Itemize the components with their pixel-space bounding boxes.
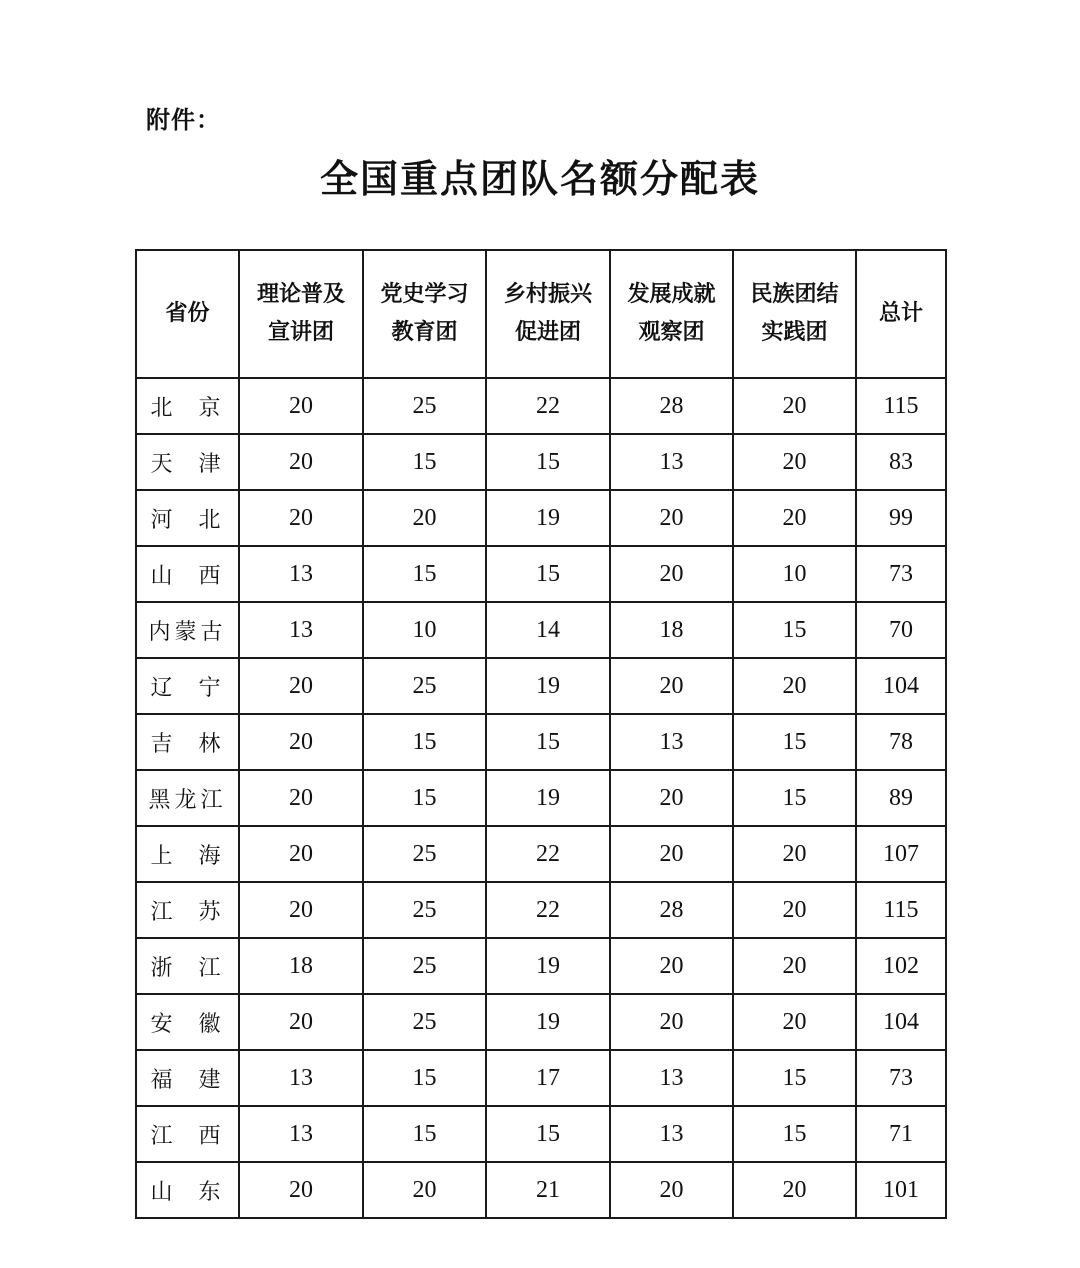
table-row bbox=[136, 378, 946, 434]
cell-party-history: 25 bbox=[363, 938, 486, 994]
cell-ethnic-unity: 20 bbox=[733, 994, 856, 1050]
table-row bbox=[136, 434, 946, 490]
cell-total: 115 bbox=[856, 378, 946, 434]
cell-total: 102 bbox=[856, 938, 946, 994]
header-ethnic-unity bbox=[733, 250, 856, 378]
header-line: 发展成就 bbox=[627, 282, 716, 307]
cell-rural-revitalization: 14 bbox=[486, 602, 610, 658]
cell-development-observation: 18 bbox=[610, 602, 733, 658]
cell-province: 河 北 bbox=[136, 490, 239, 546]
cell-province: 黑龙江 bbox=[136, 770, 239, 826]
cell-rural-revitalization: 19 bbox=[486, 658, 610, 714]
cell-theory-publicity: 13 bbox=[239, 546, 363, 602]
cell-party-history: 10 bbox=[363, 602, 486, 658]
cell-rural-revitalization: 15 bbox=[486, 714, 610, 770]
cell-party-history: 25 bbox=[363, 378, 486, 434]
cell-development-observation: 28 bbox=[610, 378, 733, 434]
cell-development-observation: 20 bbox=[610, 546, 733, 602]
cell-total: 104 bbox=[856, 994, 946, 1050]
cell-theory-publicity: 20 bbox=[239, 378, 363, 434]
cell-ethnic-unity: 20 bbox=[733, 658, 856, 714]
cell-rural-revitalization: 22 bbox=[486, 826, 610, 882]
header-line: 实践团 bbox=[761, 320, 828, 345]
cell-party-history: 25 bbox=[363, 882, 486, 938]
cell-theory-publicity: 20 bbox=[239, 490, 363, 546]
cell-ethnic-unity: 20 bbox=[733, 378, 856, 434]
cell-total: 101 bbox=[856, 1162, 946, 1218]
cell-party-history: 15 bbox=[363, 770, 486, 826]
table-row bbox=[136, 826, 946, 882]
header-party-history bbox=[363, 250, 486, 378]
cell-rural-revitalization: 19 bbox=[486, 770, 610, 826]
cell-total: 70 bbox=[856, 602, 946, 658]
cell-ethnic-unity: 20 bbox=[733, 1162, 856, 1218]
header-line: 促进团 bbox=[514, 320, 581, 345]
table-row bbox=[136, 714, 946, 770]
cell-ethnic-unity: 10 bbox=[733, 546, 856, 602]
cell-party-history: 15 bbox=[363, 1106, 486, 1162]
cell-party-history: 25 bbox=[363, 658, 486, 714]
table-body bbox=[136, 378, 946, 1218]
cell-total: 83 bbox=[856, 434, 946, 490]
cell-theory-publicity: 18 bbox=[239, 938, 363, 994]
header-province bbox=[136, 250, 239, 378]
cell-development-observation: 13 bbox=[610, 1050, 733, 1106]
header-development-observation bbox=[610, 250, 733, 378]
quota-allocation-table bbox=[135, 249, 947, 1219]
cell-development-observation: 13 bbox=[610, 714, 733, 770]
cell-rural-revitalization: 15 bbox=[486, 434, 610, 490]
cell-theory-publicity: 20 bbox=[239, 826, 363, 882]
cell-party-history: 15 bbox=[363, 714, 486, 770]
cell-rural-revitalization: 22 bbox=[486, 378, 610, 434]
cell-province: 江 西 bbox=[136, 1106, 239, 1162]
cell-province: 吉 林 bbox=[136, 714, 239, 770]
table-row bbox=[136, 658, 946, 714]
cell-province: 福 建 bbox=[136, 1050, 239, 1106]
cell-ethnic-unity: 15 bbox=[733, 1106, 856, 1162]
table-row bbox=[136, 994, 946, 1050]
header-line: 宣讲团 bbox=[267, 320, 334, 345]
cell-rural-revitalization: 19 bbox=[486, 994, 610, 1050]
table-row bbox=[136, 770, 946, 826]
cell-development-observation: 20 bbox=[610, 994, 733, 1050]
table-row bbox=[136, 882, 946, 938]
cell-province: 内蒙古 bbox=[136, 602, 239, 658]
cell-theory-publicity: 20 bbox=[239, 882, 363, 938]
header-line: 党史学习 bbox=[380, 282, 469, 307]
header-rural-revitalization bbox=[486, 250, 610, 378]
table-row bbox=[136, 602, 946, 658]
cell-total: 99 bbox=[856, 490, 946, 546]
header-line: 教育团 bbox=[391, 320, 458, 345]
table-row bbox=[136, 1162, 946, 1218]
cell-rural-revitalization: 19 bbox=[486, 938, 610, 994]
attachment-label: 附件： bbox=[146, 106, 221, 134]
cell-development-observation: 28 bbox=[610, 882, 733, 938]
table-row bbox=[136, 1050, 946, 1106]
header-row bbox=[136, 250, 946, 378]
cell-ethnic-unity: 20 bbox=[733, 938, 856, 994]
cell-theory-publicity: 20 bbox=[239, 1162, 363, 1218]
cell-ethnic-unity: 20 bbox=[733, 882, 856, 938]
cell-province: 江 苏 bbox=[136, 882, 239, 938]
cell-theory-publicity: 13 bbox=[239, 1050, 363, 1106]
cell-development-observation: 13 bbox=[610, 434, 733, 490]
cell-development-observation: 20 bbox=[610, 490, 733, 546]
cell-ethnic-unity: 15 bbox=[733, 714, 856, 770]
cell-rural-revitalization: 21 bbox=[486, 1162, 610, 1218]
cell-total: 104 bbox=[856, 658, 946, 714]
cell-rural-revitalization: 15 bbox=[486, 1106, 610, 1162]
cell-theory-publicity: 20 bbox=[239, 434, 363, 490]
header-line: 民族团结 bbox=[750, 282, 839, 307]
cell-development-observation: 20 bbox=[610, 1162, 733, 1218]
header-line: 理论普及 bbox=[256, 282, 345, 307]
cell-theory-publicity: 13 bbox=[239, 1106, 363, 1162]
header-line: 省份 bbox=[165, 301, 210, 326]
cell-theory-publicity: 20 bbox=[239, 994, 363, 1050]
cell-rural-revitalization: 15 bbox=[486, 546, 610, 602]
cell-province: 安 徽 bbox=[136, 994, 239, 1050]
header-line: 乡村振兴 bbox=[503, 282, 592, 307]
cell-development-observation: 20 bbox=[610, 770, 733, 826]
cell-party-history: 15 bbox=[363, 546, 486, 602]
header-theory-publicity bbox=[239, 250, 363, 378]
table-row bbox=[136, 938, 946, 994]
cell-province: 山 西 bbox=[136, 546, 239, 602]
cell-province: 浙 江 bbox=[136, 938, 239, 994]
cell-ethnic-unity: 20 bbox=[733, 826, 856, 882]
cell-ethnic-unity: 15 bbox=[733, 770, 856, 826]
cell-ethnic-unity: 15 bbox=[733, 602, 856, 658]
cell-total: 78 bbox=[856, 714, 946, 770]
cell-rural-revitalization: 19 bbox=[486, 490, 610, 546]
table-row bbox=[136, 546, 946, 602]
cell-ethnic-unity: 15 bbox=[733, 1050, 856, 1106]
cell-total: 73 bbox=[856, 1050, 946, 1106]
cell-theory-publicity: 20 bbox=[239, 658, 363, 714]
cell-development-observation: 20 bbox=[610, 938, 733, 994]
header-total bbox=[856, 250, 946, 378]
cell-total: 71 bbox=[856, 1106, 946, 1162]
cell-province: 山 东 bbox=[136, 1162, 239, 1218]
cell-development-observation: 20 bbox=[610, 826, 733, 882]
cell-ethnic-unity: 20 bbox=[733, 434, 856, 490]
table-row bbox=[136, 490, 946, 546]
table-row bbox=[136, 1106, 946, 1162]
cell-rural-revitalization: 17 bbox=[486, 1050, 610, 1106]
cell-province: 上 海 bbox=[136, 826, 239, 882]
cell-province: 天 津 bbox=[136, 434, 239, 490]
cell-ethnic-unity: 20 bbox=[733, 490, 856, 546]
cell-theory-publicity: 13 bbox=[239, 602, 363, 658]
header-line: 观察团 bbox=[638, 320, 705, 345]
cell-party-history: 25 bbox=[363, 826, 486, 882]
cell-total: 73 bbox=[856, 546, 946, 602]
cell-party-history: 25 bbox=[363, 994, 486, 1050]
cell-rural-revitalization: 22 bbox=[486, 882, 610, 938]
cell-development-observation: 20 bbox=[610, 658, 733, 714]
cell-total: 89 bbox=[856, 770, 946, 826]
cell-party-history: 15 bbox=[363, 434, 486, 490]
cell-total: 115 bbox=[856, 882, 946, 938]
cell-theory-publicity: 20 bbox=[239, 714, 363, 770]
cell-province: 北 京 bbox=[136, 378, 239, 434]
header-line: 总计 bbox=[878, 301, 923, 326]
document-title: 全国重点团队名额分配表 bbox=[319, 156, 760, 201]
cell-party-history: 20 bbox=[363, 1162, 486, 1218]
cell-total: 107 bbox=[856, 826, 946, 882]
cell-theory-publicity: 20 bbox=[239, 770, 363, 826]
cell-development-observation: 13 bbox=[610, 1106, 733, 1162]
cell-party-history: 15 bbox=[363, 1050, 486, 1106]
cell-province: 辽 宁 bbox=[136, 658, 239, 714]
cell-party-history: 20 bbox=[363, 490, 486, 546]
